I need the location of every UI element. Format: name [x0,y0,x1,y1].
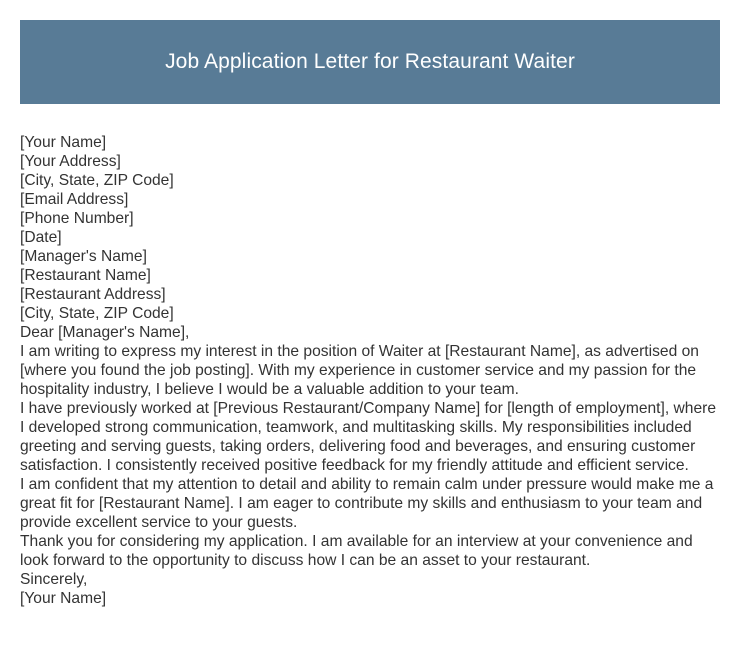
recipient-restaurant-address: [Restaurant Address] [20,286,166,303]
letter-body [20,133,724,608]
paragraph-thanks: Thank you for considering my application. I am available for an interview at your convenience and look forward to the opportunity to discuss how I can be an asset to your restaurant. [20,533,693,569]
title-banner [20,20,720,104]
letter-date: [Date] [20,229,62,246]
closing: Sincerely, [20,571,88,588]
sender-city-state-zip: [City, State, ZIP Code] [20,172,174,189]
salutation: Dear [Manager's Name], [20,324,190,341]
paragraph-intro: I am writing to express my interest in the position of Waiter at [Restaurant Name], as advertised on [where you found the job posting]. With my experience in customer service and my passion for the hospitality industry, I believe I would be a valuable addition to your team. [20,343,699,398]
sender-email: [Email Address] [20,191,129,208]
recipient-restaurant-name: [Restaurant Name] [20,267,151,284]
sender-phone: [Phone Number] [20,210,134,227]
sender-address: [Your Address] [20,153,121,170]
page-title: Job Application Letter for Restaurant Waiter [165,50,575,73]
recipient-manager-name: [Manager's Name] [20,248,147,265]
signature: [Your Name] [20,590,107,607]
recipient-city-state-zip: [City, State, ZIP Code] [20,305,174,322]
paragraph-fit: I am confident that my attention to detail and ability to remain calm under pressure would make me a great fit for [Restaurant Name]. I am eager to contribute my skills and enthusiasm to your team and provide excellent service to your guests. [20,476,714,531]
sender-name: [Your Name] [20,134,107,151]
paragraph-experience: I have previously worked at [Previous Restaurant/Company Name] for [length of employment], where I developed strong communication, teamwork, and multitasking skills. My responsibilities included greeting and serving guests, taking orders, delivering food and beverages, and ensuring customer satisfaction. I consistently received positive feedback for my friendly attitude and efficient service. [20,400,716,474]
